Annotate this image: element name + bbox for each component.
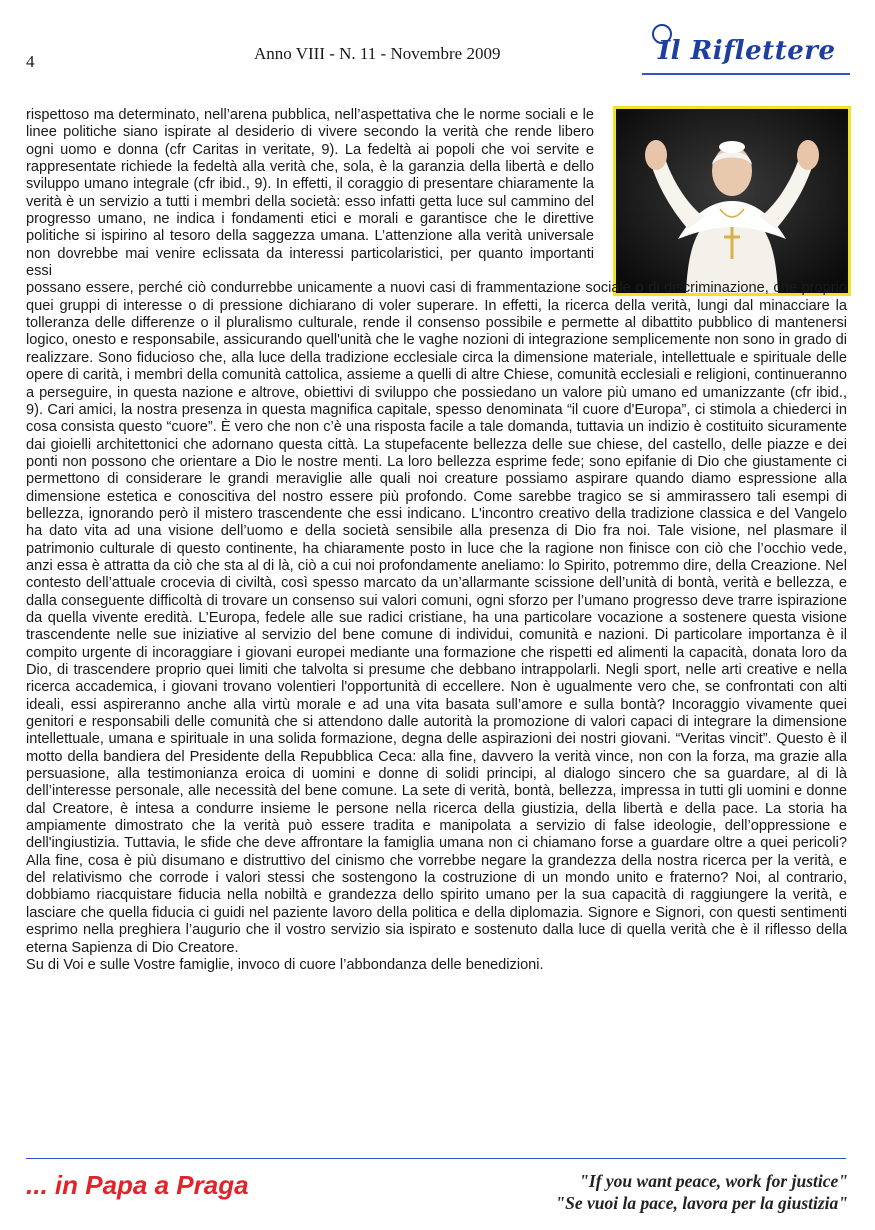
issue-line: Anno VIII - N. 11 - Novembre 2009	[254, 44, 501, 63]
logo-text: Il Riflettere	[658, 36, 836, 66]
motto-italian: "Se vuoi la pace, lavora per la giustizia"	[555, 1193, 848, 1213]
page-number: 4	[26, 52, 35, 71]
article-closing-paragraph: Su di Voi e sulle Vostre famiglie, invoco di cuore l’abbondanza delle benedizioni.	[26, 956, 544, 973]
article-intro-paragraph: rispettoso ma determinato, nell’arena pubblica, nell’aspettativa che le norme sociali e le linee politiche siano ispirate al desiderio di vivere secondo la verità che rende libero ogni uomo e donna (cfr Caritas in veritate, 9). La fedeltà ai popoli che voi servite e rappresentate richiede la fedeltà alla verità che, sola, è la garanzia della libertà e dello sviluppo umano integrale (cfr ibid., 9). In effetti, il coraggio di presentare chiaramente la verità è un servizio a tutti i membri della società: esso infatti getta luce sul cammino del progresso umano, ne indica i fondamenti etici e morali e garantisce che le direttive politiche si ispirino al tesoro della saggezza umana. L’attenzione alla verità universale non dovrebbe mai venire eclissata da interessi particolaristici, per quanto importanti essi	[26, 107, 594, 280]
masthead-logo	[650, 22, 850, 78]
footer-section-title: ... in Papa a Praga	[26, 1170, 249, 1200]
motto-english: "If you want peace, work for justice"	[579, 1171, 848, 1191]
header-rule	[642, 73, 850, 75]
article-body	[26, 107, 847, 974]
footer-rule	[26, 1158, 846, 1159]
footer-motto	[555, 1170, 848, 1214]
article-main-paragraph: possano essere, perché ciò condurrebbe unicamente a nuovi casi di frammentazione sociale o di discriminazione, che proprio quei gruppi di interesse o di pressione dichiarano di voler superare. In effetti, la ricerca della verità, lungi dal minacciare la tolleranza delle differenze o il pluralismo culturale, rende il consenso possibile e permette al dibattito pubblico di mantenersi logico, onesto e responsabile, assicurando quell'unità che le vaghe nozioni di integrazione semplicemente non sono in grado di realizzare. Sono fiducioso che, alla luce della tradizione ecclesiale circa la dimensione materiale, intellettuale e spirituale delle opere di carità, i membri della comunità cattolica, assieme a quelli di altre Chiese, comunità ecclesiali e religioni, continueranno a perseguire, in questa nazione e altrove, obiettivi di sviluppo che possiedano un valore più umano ed umanizzante (cfr ibid., 9). Cari amici, la nostra presenza in questa magnifica capitale, spesso denominata “il cuore d'Europa”, ci stimola a chiederci in cosa consista questo “cuore”. È vero che non c’è una risposta facile a tale domanda, tuttavia un indizio è costituito sicuramente dai gioielli architettonici che adornano questa città. La stupefacente bellezza delle sue chiese, del castello, delle piazze e dei ponti non possono che orientare a Dio le nostre menti. La loro bellezza esprime fede; sono epifanie di Dio che giustamente ci permettono di considerare le grandi meraviglie alle quali noi creature possiamo aspirare quando diamo espressione alla dimensione estetica e conoscitiva del nostro essere più profondo. Come sarebbe tragico se si ammirassero tali esempi di bellezza, ignorando però il mistero trascendente che essi indicano. L'incontro creativo della tradizione classica e del Vangelo ha dato vita ad una visione dell’uomo e della società sensibile alla presenza di Dio fra noi. Tale visione, nel plasmare il patrimonio culturale di questo continente, ha chiaramente posto in luce che la ragione non finisce con ciò che l’occhio vede, anzi essa è attratta da ciò che sta al di là, ciò a cui noi profondamente aneliamo: lo Spirito, potremmo dire, della Creazione. Nel contesto dell’attuale crocevia di civiltà, così spesso marcato da un’allarmante scissione dell’unità di bontà, verità e bellezza, e dalla conseguente difficoltà di trovare un consenso sui valori comuni, ogni sforzo per l’umano progresso deve trarre ispirazione da quella vivente eredità. L’Europa, fedele alle sue radici cristiane, ha una particolare vocazione a sostenere questa visione trascendente nelle sue iniziative al servizio del bene comune di individui, comunità e nazioni. Di particolare importanza è il compito urgente di incoraggiare i giovani europei mediante una formazione che rispetti ed alimenti la capacità, donata loro da Dio, di trascendere proprio quei limiti che talvolta si presume che debbano intrappolarli. Negli sport, nelle arti creative e nella ricerca accademica, i giovani trovano volentieri l'opportunità di eccellere. Non è ugualmente vero che, se confrontati con alti ideali, essi aspireranno anche alla virtù morale e ad una vita basata sull’amore e sulla bontà? Incoraggio vivamente quei genitori e responsabili delle comunità che si attendono dalle autorità la promozione di valori capaci di integrare la dimensione intellettuale, umana e spirituale in una solida formazione, degna delle aspirazioni dei nostri giovani. “Veritas vincit”. Questo è il motto della bandiera del Presidente della Repubblica Ceca: alla fine, davvero la verità vince, non con la forza, ma grazie alla persuasione, alla testimonianza eroica di uomini e donne di solidi principi, al dialogo sincero che sa guardare, al di là dell’interesse personale, alle necessità del bene comune. La sete di verità, bontà, bellezza, impressa in tutti gli uomini e donne dal Creatore, è intesa a condurre insieme le persone nella ricerca della giustizia, della libertà e della pace. La storia ha ampiamente dimostrato che la verità può essere tradita e manipolata a servizio di false ideologie, dell’oppressione e dell'ingiustizia. Tuttavia, le sfide che deve affrontare la famiglia umana non ci chiamano forse a guardare oltre a quei pericoli? Alla fine, cosa è più disumano e distruttivo del cinismo che vorrebbe negare la grandezza della nostra ricerca per la verità, e del relativismo che corrode i valori stessi che sostengono la costruzione di un mondo unito e fraterno? Noi, al contrario, dobbiamo riacquistare fiducia nella nobiltà e grandezza dello spirito umano per la sua capacità di raggiungere la verità, e lasciare che quella fiducia ci guidi nel paziente lavoro della politica e della diplomazia. Signore e Signori, con questi sentimenti esprimo nella preghiera l’augurio che il vostro servizio sia ispirato e sostenuto dalla luce di quella verità che è il riflesso della eterna Sapienza di Dio Creatore.	[26, 280, 847, 956]
